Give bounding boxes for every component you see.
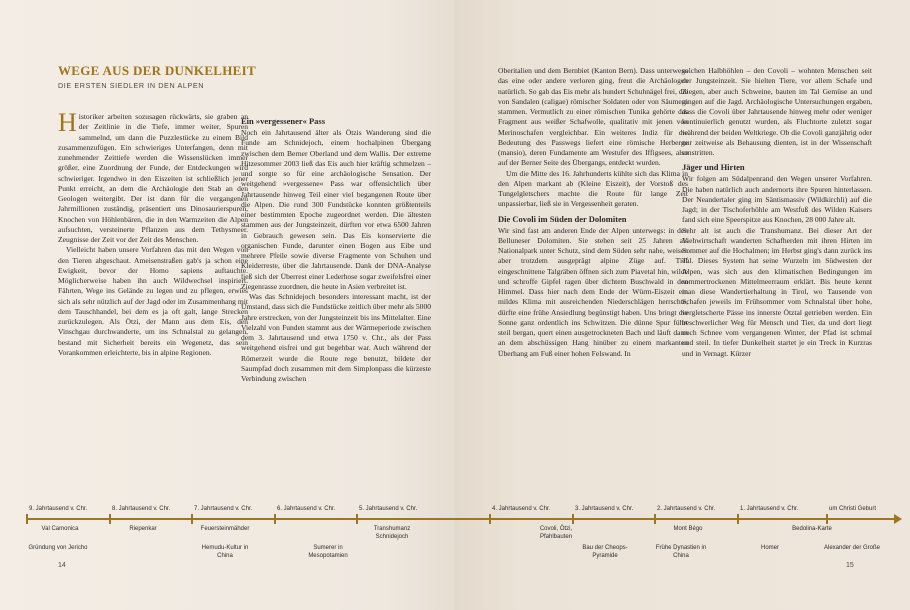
timeline-event: Alexander der Große	[823, 545, 881, 551]
timeline-period: 9. Jahrtausend v. Chr.	[29, 506, 88, 512]
section-heading: Die Covoli im Süden der Dolomiten	[498, 213, 627, 224]
timeline-event: Homer	[760, 545, 780, 551]
text-column-2	[241, 112, 431, 384]
drop-cap: H	[58, 108, 77, 137]
article-subtitle: DIE ERSTEN SIEDLER IN DEN ALPEN	[58, 81, 205, 90]
timeline-event: Feuersteinmähder	[200, 526, 250, 532]
paragraph: Wir folgen am Südalpenrand den Wegen unserer Vorfahren. Die haben natürlich auch andernorts ihre Spuren hinterlassen. Der Neandertaler ging im Säntismassiv (Wildkirchli) auf die Jagd; in der Tischoferhöhle am Westfuß des Wilden Kaisers fand sich eine Speerspitze aus Knochen, 28 000 Jahre alt.	[682, 174, 872, 225]
timeline-event: Covoli, Ötzi, Pfahlbauten	[539, 526, 573, 540]
section-heading: Ein »vergessener« Pass	[241, 116, 326, 126]
timeline-event: Mont Bégo	[673, 526, 703, 532]
article-title: WEGE AUS DER DUNKELHEIT	[58, 63, 256, 78]
timeline-period: 6. Jahrtausend v. Chr.	[277, 506, 336, 512]
paragraph: Wir sind fast am anderen Ende der Alpen unterwegs: in den Belluneser Dolomiten. Sie stehen seit 25 Jahren als Nationalpark unter Schutz, sind dem Süden sehr nahe, weisen aber trotzdem ausgeprägt alpine Züge auf. Tief eingeschnittene Talgräben öffnen sich zum Piavetal hin, wilde und schroffe Gipfel ragen über dichtem Buschwald in den Himmel. Dass hier nach dem Ende der Würm-Eiszeit ein mildes Klima mit ausreichenden Niederschlägen herrschte, dürfte eine frühe Ansiedlung begünstigt haben. Uns bringt die Sonne ganz ordentlich ins Schwitzen. Die dünne Spur führt steil bergan, quert einen ausgetrockneten Bach und läuft dann an dem abschüssigen Hang hinüber zu einem markanten Überhang am Fuß einer hohen Felswand. In	[498, 225, 688, 358]
text-column-1	[58, 108, 248, 358]
timeline-period: 5. Jahrtausend v. Chr.	[359, 506, 418, 512]
text-column-4	[682, 66, 872, 359]
timeline-tick	[826, 514, 828, 524]
page-number-right: 15	[846, 562, 854, 569]
intro-paragraph	[58, 108, 248, 245]
timeline-event: Val Camonica	[41, 526, 79, 532]
timeline-event: Bedolina-Karte	[792, 526, 832, 532]
timeline-period: 1. Jahrtausend v. Chr.	[740, 506, 799, 512]
text-column-3	[498, 66, 688, 359]
timeline-tick	[654, 514, 656, 524]
paragraph: Was das Schnidejoch besonders interessant macht, ist der Umstand, dass sich die Fundstücke zeitlich über mehr als 5000 Jahre erstrecken, von der Jungsteinzeit bis ins Mittelalter. Eine Vielzahl von Funden stammt aus der Wärmeperiode zwischen dem 3. Jahrtausend und etwa 1750 v. Chr., als der Pass weitgehend eisfrei und gut begehbar war. Auch während der Römerzeit wurde die Route rege benutzt, bildete der Saumpfad doch zusammen mit dem Simplonpass die kürzeste Verbindung zwischen	[241, 292, 431, 383]
timeline-period: 3. Jahrtausend v. Chr.	[575, 506, 634, 512]
intro-paragraph-text: istoriker arbeiten sozusagen rückwärts, sie graben an der Zeitlinie in die Tiefe, immer weiter, Spuren sammelnd, um dann die Puzzlestücke zu einem Bild zusammenzufügen. Ein schwieriges Unterfangen, denn mit zunehmender Zeittiefe werden die Wissenslücken immer größer, eine Zuordnung der Funde, der Entdeckungen wird schwieriger. Irgendwo in den Eiszeiten ist schließlich jener Punkt erreicht, an dem die Archäologie den Stab an den Geologen weitergibt. Der ist dann für die vergangenen Jahrmillionen zuständig, präsentiert uns Dinosaurierspuren, Knochen von Höhlenbären, die in den Warmzeiten die Alpen aufsuchten, versteinerte Pflanzen aus dem Tethysmeer. Zeugnisse der Zeit vor der Zeit des Menschen.	[58, 112, 248, 244]
timeline-tick	[737, 514, 739, 524]
page-number-left: 14	[58, 562, 66, 569]
timeline-period: um Christi Geburt	[829, 506, 877, 512]
timeline-period: 4. Jahrtausend v. Chr.	[492, 506, 551, 512]
timeline-period: 7. Jahrtausend v. Chr.	[194, 506, 253, 512]
paragraph: Noch ein Jahrtausend älter als Ötzis Wanderung sind die Funde am Schnidejoch, einem hochalpinen Übergang zwischen dem Berner Oberland und dem Wallis. Der extreme Hitzesommer 2003 ließ das Eis auch hier kräftig schmelzen – und sorgte so für eine archäologische Sensation. Der weitgehend »vergessene« Pass war offensichtlich über Jahrtausende hinweg Teil einer viel begangenen Route über die Alpen. Die rund 300 Fundstücke konnten größtenteils einer bestimmten Epoche zugeordnet werden. Die ältesten stammen aus der Jungsteinzeit, dürften vor etwa 6500 Jahren in Gebrauch gewesen sein. Das Eis konservierte die organischen Funde, darunter einen Bogen aus Eibe und mehrere Pfeile sowie diverse Fragmente von Schuhen und Kleiderreste, über die Jahrtausende. Dank der DNA-Analyse ließ sich der Überrest einer Lederhose sogar zweifelsfrei einer Ziegenrasse zuordnen, die heute in Asien verbreitet ist.	[241, 128, 431, 291]
timeline-period: 8. Jahrtausend v. Chr.	[112, 506, 171, 512]
paragraph: Sehr alt ist auch die Transhumanz. Bei dieser Art der Viehwirtschaft wanderten Schafherden mit ihren Hirten im Sommer auf die Hochalmen; im Herbst ging's dann zurück ins Tal. Dieses System hat seine Wurzeln im Südwesten der Alpen, was sich aus den klimatischen Bedingungen im sommertrockenen Mittelmeerraum erklärt. Bis heute kennt man diese Wandertierhaltung in Tirol, wo Tausende von Schafen jeweils im Frühsommer vom Schnalstal über hohe, vergletscherte Pässe ins innerste Ötztal getrieben werden. Ein beschwerlicher Weg für Mensch und Tier, da und dort liegt noch Schnee vom vergangenen Winter, der Pfad ist schmal und steil. In tiefer Dunkelheit startet je ein Treck in Kurzras und in Vernagt. Kürzer	[682, 225, 872, 358]
timeline-event: Bau der Cheops-Pyramide	[582, 545, 628, 559]
timeline-axis	[26, 518, 900, 520]
timeline-event: Gründung von Jericho	[28, 545, 88, 551]
timeline-event: Riepenkar	[129, 526, 157, 532]
timeline-tick	[191, 514, 193, 524]
timeline-event: Transhumanz Schnidejoch	[373, 526, 411, 540]
timeline-arrow-icon	[894, 514, 902, 524]
paragraph: Oberitalien und dem Bernbiet (Kanton Bern). Dass unterwegs das eine oder andere verloren ging, freut die Archäologen natürlich. So gab das Eis mehr als hundert Schuhnägel frei, die von Sandalen (caligae) römischer Soldaten oder von Säumern stammen. Vermutlich zu einer römischen Tunika gehörte das Fragment aus weißer Schafwolle, qualitativ mit jenen von Merinoschafen vergleichbar. Ein weiteres Indiz für die Bedeutung des Passwegs liefert eine römische Herberge (mansio), deren Fundamente am Westufer des Iffigsees, also auf der Berner Seite des Übergangs, entdeckt wurden.	[498, 66, 688, 168]
timeline-tick	[274, 514, 276, 524]
timeline-tick	[489, 514, 491, 524]
paragraph: solchen Halbhöhlen – den Covoli – wohnten Menschen seit der Jungsteinzeit. Sie hielten Tiere, vor allem Schafe und Ziegen, aber auch Schweine, bauten im Tal Gemüse an und gingen auf die Jagd. Archäologische Untersuchungen ergaben, dass die Covoli über Jahrtausende hinweg mehr oder weniger kontinuierlich genutzt wurden, als Fluchtorte zuletzt sogar während der beiden Weltkriege. Ob die Covoli ganzjährig oder nur zeitweise als Behausung dienten, ist in der Wissenschaft umstritten.	[682, 66, 872, 157]
timeline-tick	[356, 514, 358, 524]
paragraph: Um die Mitte des 16. Jahrhunderts kühlte sich das Klima in den Alpen markant ab (Kleine Eiszeit), der Vorstoß des Tungelgletschers machte die Route für lange Zeit unpassierbar, ließ sie in Vergessenheit geraten.	[498, 168, 688, 209]
timeline-tick	[26, 514, 28, 524]
section-heading: Jäger und Hirten	[682, 162, 745, 173]
timeline-event: Hemudu-Kultur in China	[201, 545, 249, 559]
paragraph: Vielleicht haben unsere Vorfahren das mit den Wegen von den Tieren abgeschaut. Ameisenstraßen gab's ja schon eine Ewigkeit, bevor der Homo sapiens auftauchte. Möglicherweise haben ihn auch Wildwechsel inspiriert. Fährten, Wege ins Gelände zu legen und zu pflegen, erwies sich als sehr nützlich auf der Jagd oder im Zusammenhang mit dem Tauschhandel, bei dem es ja oft galt, lange Strecken zurückzulegen. Als Ötzi, der Mann aus dem Eis, den Vinschgau durchwanderte, um ins Schnalstal zu gelangen, bestand mit Sicherheit bereits ein Wegenetz, das sein Vorankommen erleichterte, bis in alpine Regionen.	[58, 245, 248, 357]
timeline-tick	[109, 514, 111, 524]
timeline-period: 2. Jahrtausend v. Chr.	[657, 506, 716, 512]
timeline-event: Frühe Dynastien in China	[655, 545, 707, 559]
timeline-event: Sumerer in Mesopotamien	[308, 545, 348, 559]
timeline-tick	[572, 514, 574, 524]
